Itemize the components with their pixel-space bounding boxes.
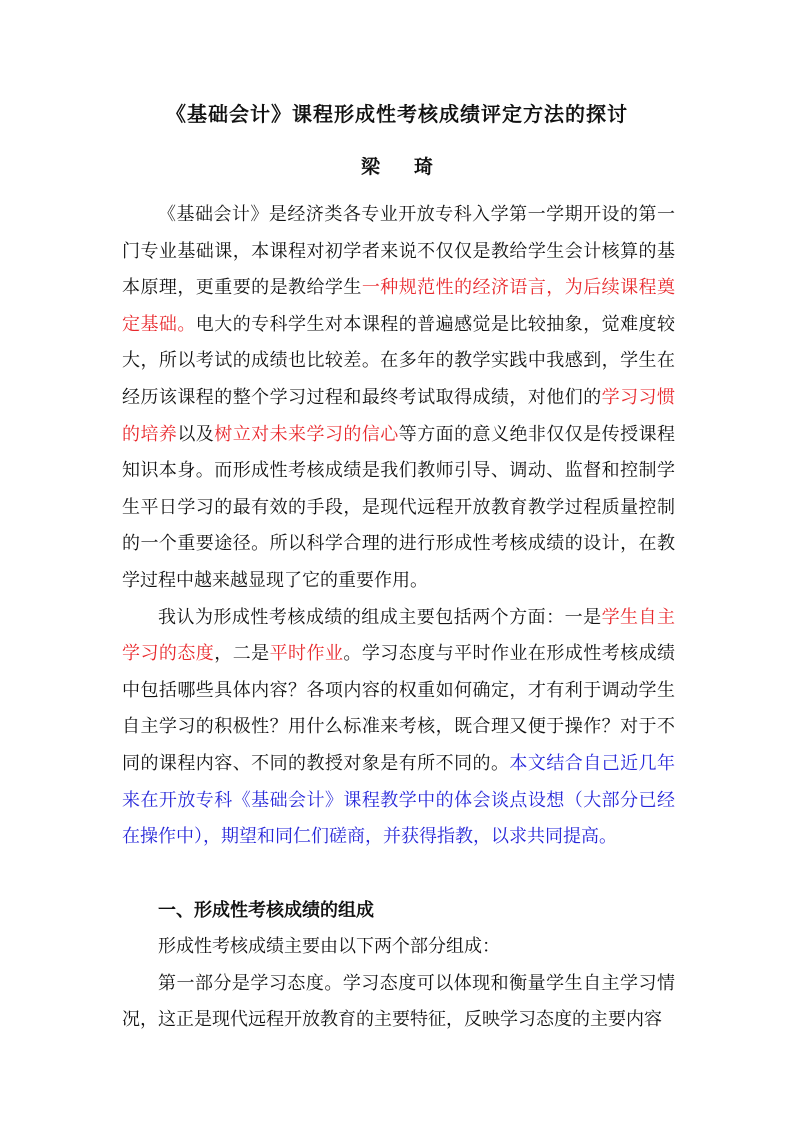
paragraph-intro-text-1: 《基础会计》是经济类各专业开放专科入学第一学期开设的第一门专业基础课，本课程对初学者来说不仅仅是教给学生会计核算的基本原理，更重要的是教给学生 <box>122 204 675 299</box>
paragraph-intro-text-3: 以及 <box>177 423 215 445</box>
paragraph-intro-text-2: 电大的专科学生对本课程的普遍感觉是比较抽象，觉难度较大，所以考试的成绩也比较差。在多年的教学实践中我感到，学生在经历该课程的整个学习过程和最终考试取得成绩，对他们的 <box>122 313 676 408</box>
document-title: 《基础会计》课程形成性考核成绩评定方法的探讨 <box>166 102 628 126</box>
paragraph-intro <box>122 197 675 600</box>
author-name: 梁琦 <box>360 156 467 178</box>
highlight-red-text: 学习习惯的培养 <box>122 386 676 445</box>
paragraph-components-text-1: 我认为形成性考核成绩的组成主要包括两个方面：一是 <box>158 606 602 628</box>
highlight-red-text: 一种规范性的经济语言，为后续课程奠定基础。 <box>122 277 675 335</box>
paragraph-components-text-2: ，二是 <box>214 643 270 665</box>
highlight-red-text: 平时作业 <box>269 643 344 665</box>
section-heading: 一、形成性考核成绩的组成 <box>158 899 374 921</box>
highlight-blue-text: 本文结合自己近几年来在开放专科《基础会计》课程教学中的体会谈点设想（大部分已经在操作中），期望和同仁们磋商，并获得指教，以求共同提高。 <box>122 752 676 848</box>
paragraph-intro-text-4: 等方面的意义绝非仅仅是传授课程知识本身。而形成性考核成绩是我们教师引导、调动、监督和控制学生平日学习的最有效的手段，是现代远程开放教育教学过程质量控制的一个重要途径。所以科学合理的进行形成性考核成绩的设计，在教学过程中越来越显现了它的重要作用。 <box>122 423 676 591</box>
highlight-red-text: 树立对未来学习的信心 <box>214 423 399 445</box>
paragraph-composition: 形成性考核成绩主要由以下两个部分组成： <box>158 936 500 958</box>
highlight-red-text: 学生自主学习的态度 <box>122 606 676 665</box>
paragraph-components <box>122 600 675 856</box>
paragraph-learning-attitude: 第一部分是学习态度。学习态度可以体现和衡量学生自主学习情况，这正是现代远程开放教育的主要特征，反映学习态度的主要内容 <box>122 972 675 1031</box>
document-body <box>122 197 675 1039</box>
paragraph-components-text-3: 。学习态度与平时作业在形成性考核成绩中包括哪些具体内容？各项内容的权重如何确定，才有利于调动学生自主学习的积极性？用什么标准来考核，既合理又便于操作？对于不同的课程内容、不同的教授对象是有所不同的。 <box>122 643 676 774</box>
